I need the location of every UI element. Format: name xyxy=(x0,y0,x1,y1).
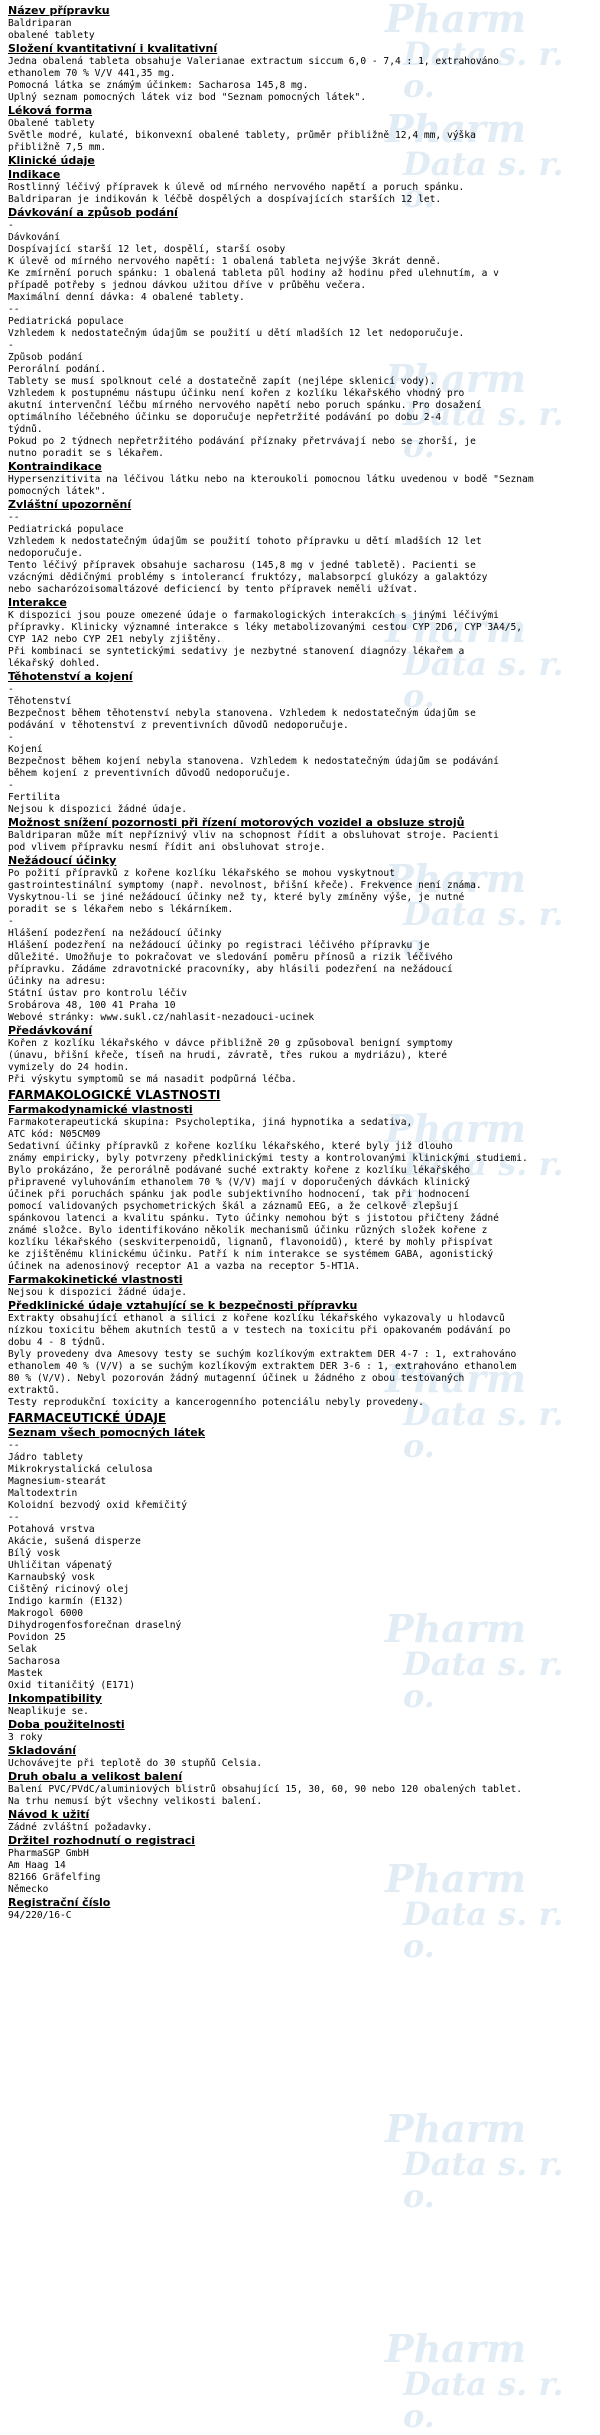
section xyxy=(8,168,596,206)
section xyxy=(8,1692,596,1718)
text-line: Magnesium-stearát xyxy=(8,1476,107,1487)
text-line: Karnaubský vosk xyxy=(8,1572,95,1583)
section xyxy=(8,1744,596,1770)
section-heading: Druh obalu a velikost balení xyxy=(8,1770,183,1783)
text-line: Vzhledem k nedostatečným údajům se použití tohoto přípravku u dětí mladších 12 let xyxy=(8,536,482,547)
watermark-line1: Pharm xyxy=(385,2326,527,2371)
text-line: akutní intervenční léčbu mírného nervového napětí nebo poruch spánku. Pro dosažení xyxy=(8,400,482,411)
section xyxy=(8,1770,596,1808)
text-line: Nejsou k dispozici žádné údaje. xyxy=(8,1287,188,1298)
text-line: Způsob podání xyxy=(8,352,84,363)
section xyxy=(8,1024,596,1086)
text-line: - xyxy=(8,684,14,695)
text-line: 3 roky xyxy=(8,1732,43,1743)
text-line: nedoporučuje. xyxy=(8,548,84,559)
text-line: Maximální denní dávka: 4 obalené tablety. xyxy=(8,292,245,303)
section-heading: Dávkování a způsob podání xyxy=(8,206,178,219)
section-heading: FARMACEUTICKÉ ÚDAJE xyxy=(8,1411,167,1425)
text-line: Úplný seznam pomocných látek viz bod "Seznam pomocných látek". xyxy=(8,92,367,103)
text-line: Uchovávejte při teplotě do 30 stupňů Celsia. xyxy=(8,1758,263,1769)
text-line: Státní ústav pro kontrolu léčiv xyxy=(8,988,188,999)
text-line: optimálního léčebného účinku se doporučuje nepřetržité podávání po dobu 2-4 xyxy=(8,412,442,423)
text-line: Baldriparan je indikován k léčbě dospělých a dospívajících starších 12 let. xyxy=(8,194,442,205)
section xyxy=(8,1299,596,1409)
section-heading: Těhotenství a kojení xyxy=(8,670,133,683)
text-line: Potahová vrstva xyxy=(8,1524,95,1535)
watermark-line2: Data s. r. o. xyxy=(403,395,564,465)
text-line: Při výskytu symptomů se má nasadit podpůrná léčba. xyxy=(8,1074,297,1085)
text-line: - xyxy=(8,220,14,231)
section xyxy=(8,1834,596,1901)
text-line: Makrogol 6000 xyxy=(8,1608,84,1619)
text-line: CYP 1A2 nebo CYP 2E1 nebyly zjištěny. xyxy=(8,634,222,645)
text-line: známy empiricky, byly potvrzeny předklinickými testy a kontrolovanými klinickými studiemi. xyxy=(8,1153,528,1164)
text-line: Čištěný ricinový olej xyxy=(8,1584,130,1595)
text-line: Baldriparan může mít nepříznivý vliv na schopnost řídit a obsluhovat stroje. Pacienti xyxy=(8,830,499,841)
spc-document xyxy=(8,4,596,1922)
text-line: Šelak xyxy=(8,1644,37,1655)
watermark-line2: Data s. r. o. xyxy=(403,1395,564,1465)
text-line: pomocných látek". xyxy=(8,486,107,497)
text-line: gastrointestinální symptomy (např. nevolnost, břišní křeče). Frekvence není známa. xyxy=(8,880,482,891)
section-heading: Inkompatibility xyxy=(8,1692,102,1705)
section xyxy=(8,1426,596,1692)
watermark-line2: Data s. r. o. xyxy=(403,645,564,715)
text-line: Dávkování xyxy=(8,232,60,243)
section-heading: FARMAKOLOGICKÉ VLASTNOSTI xyxy=(8,1088,221,1102)
text-line: -- xyxy=(8,1512,20,1523)
text-line: Tablety se musí spolknout celé a dostatečně zapít (nejlépe sklenicí vody). xyxy=(8,376,436,387)
text-line: týdnů. xyxy=(8,424,43,435)
text-line: Vzhledem k nedostatečným údajům se použití u dětí mladších 12 let nedoporučuje. xyxy=(8,328,465,339)
text-line: -- xyxy=(8,304,20,315)
text-line: Pomocná látka se známým účinkem: Sacharosa 145,8 mg. xyxy=(8,80,309,91)
section-heading: Kontraindikace xyxy=(8,460,102,473)
text-line: Tento léčivý přípravek obsahuje sacharosu (145,8 mg v jedné tabletě). Pacienti se xyxy=(8,560,476,571)
watermark-line1: Pharm xyxy=(385,2106,527,2151)
section xyxy=(8,816,596,854)
text-line: důležité. Umožňuje to pokračovat ve sledování poměru přínosů a rizik léčivého xyxy=(8,952,453,963)
watermark-line1: Pharm xyxy=(385,1106,527,1151)
text-line: případě potřeby s jednou dávkou užitou dříve v průběhu večera. xyxy=(8,280,367,291)
text-line: Světle modré, kulaté, bikonvexní obalené tablety, průměr přibližně 12,4 mm, výška xyxy=(8,130,476,141)
watermark-line2: Data s. r. o. xyxy=(403,1645,564,1715)
text-line: Vyskytnou-li se jiné nežádoucí účinky než ty, které byly zmíněny výše, je nutné xyxy=(8,892,465,903)
text-line: nutno poradit se s lékařem. xyxy=(8,448,164,459)
text-line: nebo sacharózoisomaltázové deficiencí by tento přípravek neměli užívat. xyxy=(8,584,419,595)
section-heading: Interakce xyxy=(8,596,67,609)
text-line: lékařský dohled. xyxy=(8,658,101,669)
text-line: připravené vyluhováním ethanolem 70 % (V/V) mají v doporučených dávkách klinický xyxy=(8,1177,471,1188)
text-line: Akácie, sušená disperze xyxy=(8,1536,141,1547)
watermark-line2: Data s. r. o. xyxy=(403,35,564,105)
watermark-line1: Pharm xyxy=(385,0,527,41)
text-line: Po požití přípravků z kořene kozlíku lékařského se mohou vyskytnout xyxy=(8,868,395,879)
text-line: K dispozici jsou pouze omezené údaje o farmakologických interakcích s jinými léčivými xyxy=(8,610,499,621)
section-heading: Indikace xyxy=(8,168,61,181)
text-line: Těhotenství xyxy=(8,696,72,707)
section xyxy=(8,154,596,168)
text-line: Obalené tablety xyxy=(8,118,95,129)
section xyxy=(8,4,596,42)
section-heading: Léková forma xyxy=(8,104,93,117)
text-line: přibližně 7,5 mm. xyxy=(8,142,107,153)
text-line: Fertilita xyxy=(8,792,60,803)
section-heading: Návod k užití xyxy=(8,1808,90,1821)
text-line: pod vlivem přípravku nesmí řídit ani obsluhovat stroje. xyxy=(8,842,326,853)
section-heading: Klinické údaje xyxy=(8,154,95,167)
text-line: podávání v těhotenství z preventivních důvodů nedoporučuje. xyxy=(8,720,349,731)
text-line: extraktů. xyxy=(8,1385,60,1396)
text-line: přípravku. Žádáme zdravotnické pracovníky, aby hlásili podezření na nežádoucí xyxy=(8,964,453,975)
text-line: vymizely do 24 hodin. xyxy=(8,1062,130,1073)
text-line: Am Haag 14 xyxy=(8,1860,66,1871)
text-line: během kojení z preventivních důvodů nedoporučuje. xyxy=(8,768,292,779)
text-line: ke zjištěnému klinickému účinku. Patří k nim interakce se systémem GABA, agonistický xyxy=(8,1249,494,1260)
watermark-line1: Pharm xyxy=(385,106,527,151)
text-line: 82166 Gräfelfing xyxy=(8,1872,101,1883)
section-heading: Registrační číslo xyxy=(8,1896,111,1909)
section-heading: Farmakokinetické vlastnosti xyxy=(8,1273,183,1286)
text-line: Testy reprodukční toxicity a kancerogenního potenciálu nebyly provedeny. xyxy=(8,1397,424,1408)
watermark-line2: Data s. r. o. xyxy=(403,1895,564,1965)
text-line: účinek na adenosinový receptor A1 a vazba na receptor 5-HT1A. xyxy=(8,1261,361,1272)
section xyxy=(8,1103,596,1273)
text-line: ethanolem 40 % (V/V) a se suchým kozlíkovým extraktem DER 3-6 : 1, extrahováno ethanolem xyxy=(8,1361,517,1372)
text-line: Kojení xyxy=(8,744,43,755)
text-line: Byly provedeny dva Amesovy testy se suchým kozlíkovým extraktem DER 4-7 : 1, extrahováno xyxy=(8,1349,517,1360)
text-line: Německo xyxy=(8,1884,49,1895)
text-line: účinek při poruchách spánku jak podle subjektivního hodnocení, tak při hodnocení xyxy=(8,1189,471,1200)
text-line: - xyxy=(8,780,14,791)
text-line: Balení PVC/PVdC/aluminiových blistrů obsahující 15, 30, 60, 90 nebo 120 obalených tablet. xyxy=(8,1784,523,1795)
text-line: Uhličitan vápenatý xyxy=(8,1560,112,1571)
text-line: Ke zmírnění poruch spánku: 1 obalená tableta půl hodiny až hodinu před ulehnutím, a v xyxy=(8,268,499,279)
text-line: Perorální podání. xyxy=(8,364,107,375)
section xyxy=(8,206,596,465)
section-heading: Složení kvantitativní i kvalitativní xyxy=(8,42,218,55)
watermark-line1: Pharm xyxy=(385,606,527,651)
text-line: Vzhledem k postupnému nástupu účinku není kořen z kozlíku lékařského vhodný pro xyxy=(8,388,465,399)
text-line: Dihydrogenfosforečnan draselný xyxy=(8,1620,182,1631)
text-line: Extrakty obsahující ethanol a silici z kořene kozlíku lékařského vykazovaly u hlodavců xyxy=(8,1313,505,1324)
watermark-line1: Pharm xyxy=(385,356,527,401)
text-line: Bylo prokázáno, že perorálně podávané suché extrakty kořene z kozlíku lékařského xyxy=(8,1165,471,1176)
text-line: spánkovou latenci a kvalitu spánku. Tyto účinky nemohou být s jistotou přičteny žádné xyxy=(8,1213,499,1224)
text-line: Jádro tablety xyxy=(8,1452,84,1463)
text-line: dobu 4 - 8 týdnů. xyxy=(8,1337,107,1348)
text-line: PharmaSGP GmbH xyxy=(8,1848,89,1859)
text-line: Pokud po 2 týdnech nepřetržitého podávání příznaky přetrvávají nebo se zhorší, je xyxy=(8,436,476,447)
text-line: Jedna obalená tableta obsahuje Valerianae extractum siccum 6,0 - 7,4 : 1, extrahováno xyxy=(8,56,499,67)
section xyxy=(8,1273,596,1299)
watermark-logo xyxy=(385,2106,575,2215)
text-line: Dospívající starší 12 let, dospělí, starší osoby xyxy=(8,244,286,255)
section xyxy=(8,460,596,498)
text-line: Pediatrická populace xyxy=(8,316,124,327)
text-line: Bezpečnost během kojení nebyla stanovena. Vzhledem k nedostatečným údajům se podávání xyxy=(8,756,499,767)
text-line: známé složce. Bylo identifikováno několik mechanismů účinku různých složek kořene z xyxy=(8,1225,488,1236)
section xyxy=(8,42,596,104)
section xyxy=(8,596,596,670)
text-line: Sacharosa xyxy=(8,1656,60,1667)
watermark-line1: Pharm xyxy=(385,1356,527,1401)
text-line: pomocí validovaných psychometrických škál a záznamů EEG, a že celkově zlepšují xyxy=(8,1201,459,1212)
text-line: (únavu, břišní křeče, tíseň na hrudi, závratě, třes rukou a mydriázu), které xyxy=(8,1050,447,1061)
section xyxy=(8,1718,596,1744)
watermark-line2: Data s. r. o. xyxy=(403,145,564,215)
text-line: Bezpečnost během těhotenství nebyla stanovena. Vzhledem k nedostatečným údajům se xyxy=(8,708,476,719)
text-line: Hlášení podezření na nežádoucí účinky po registraci léčivého přípravku je xyxy=(8,940,430,951)
text-line: 94/220/16-C xyxy=(8,1910,72,1921)
text-line: přípravky. Klinicky významné interakce s léky metabolizovanými cestou CYP 2D6, CYP 3A4/5, xyxy=(8,622,523,633)
text-line: Baldriparan xyxy=(8,18,72,29)
text-line: Mikrokrystalická celulosa xyxy=(8,1464,153,1475)
text-line: Při kombinaci se syntetickými sedativy je nezbytné stanovení diagnózy lékařem a xyxy=(8,646,465,657)
text-line: Oxid titaničitý (E171) xyxy=(8,1680,136,1691)
text-line: ATC kód: N05CM09 xyxy=(8,1129,101,1140)
text-line: Neaplikuje se. xyxy=(8,1706,89,1717)
section xyxy=(8,670,596,816)
text-line: Kořen z kozlíku lékařského v dávce přibližně 20 g způsoboval benigní symptomy xyxy=(8,1038,453,1049)
section-heading: Skladování xyxy=(8,1744,77,1757)
section-heading: Předávkování xyxy=(8,1024,93,1037)
section-heading: Farmakodynamické vlastnosti xyxy=(8,1103,193,1116)
section xyxy=(8,1808,596,1834)
text-line: vzácnými dědičnými problémy s intolerancí fruktózy, malabsorpcí glukózy a galaktózy xyxy=(8,572,488,583)
text-line: K úlevě od mírného nervového napětí: 1 obalená tableta nejvýše 3krát denně. xyxy=(8,256,442,267)
text-line: nízkou toxicitu během akutních testů a v testech na toxicitu při opakovaném podávání po xyxy=(8,1325,511,1336)
section-heading: Předklinické údaje vztahující se k bezpečnosti přípravku xyxy=(8,1299,358,1312)
watermark-line2: Data s. r. o. xyxy=(403,2145,564,2215)
section xyxy=(8,1410,596,1426)
text-line: Pediatrická populace xyxy=(8,524,124,535)
text-line: Mastek xyxy=(8,1668,43,1679)
watermark-line1: Pharm xyxy=(385,1606,527,1651)
text-line: Nejsou k dispozici žádné údaje. xyxy=(8,804,188,815)
text-line: poradit se s lékařem nebo s lékárníkem. xyxy=(8,904,234,915)
watermark-logo xyxy=(385,2326,575,2435)
text-line: Šrobárova 48, 100 41 Praha 10 xyxy=(8,1000,176,1011)
text-line: obalené tablety xyxy=(8,30,95,41)
section-heading: Nežádoucí účinky xyxy=(8,854,117,867)
section-heading: Zvláštní upozornění xyxy=(8,498,132,511)
text-line: účinky na adresu: xyxy=(8,976,107,987)
text-line: Povidon 25 xyxy=(8,1632,66,1643)
text-line: kozlíku lékařského (seskviterpenoidů, lignanů, flavonoidů), které by mohly přispívat xyxy=(8,1237,494,1248)
section-heading: Možnost snížení pozornosti při řízení motorových vozidel a obsluze strojů xyxy=(8,816,465,829)
text-line: Rostlinný léčivý přípravek k úlevě od mírného nervového napětí a poruch spánku. xyxy=(8,182,465,193)
text-line: - xyxy=(8,732,14,743)
section xyxy=(8,1087,596,1103)
section-heading: Držitel rozhodnutí o registraci xyxy=(8,1834,196,1847)
watermark-line1: Pharm xyxy=(385,1856,527,1901)
text-line: Maltodextrin xyxy=(8,1488,78,1499)
text-line: Sedativní účinky přípravků z kořene kozlíku lékařského, které byly již dlouho xyxy=(8,1141,453,1152)
section xyxy=(8,854,596,1024)
text-line: - xyxy=(8,340,14,351)
text-line: Bílý vosk xyxy=(8,1548,60,1559)
text-line: - xyxy=(8,916,14,927)
text-line: Farmakoterapeutická skupina: Psycholeptika, jiná hypnotika a sedativa, xyxy=(8,1117,413,1128)
text-line: Žádné zvláštní požadavky. xyxy=(8,1822,153,1833)
section-heading: Seznam všech pomocných látek xyxy=(8,1426,206,1439)
section-heading: Doba použitelnosti xyxy=(8,1718,125,1731)
watermark-line2: Data s. r. o. xyxy=(403,2365,564,2435)
watermark-line2: Data s. r. o. xyxy=(403,1145,564,1215)
section xyxy=(8,498,596,596)
text-line: -- xyxy=(8,1440,20,1451)
text-line: Koloidní bezvodý oxid křemičitý xyxy=(8,1500,188,1511)
text-line: Hypersenzitivita na léčivou látku nebo na kteroukoli pomocnou látku uvedenou v bodě "Seznam xyxy=(8,474,534,485)
text-line: Na trhu nemusí být všechny velikosti balení. xyxy=(8,1796,263,1807)
section-heading: Název přípravku xyxy=(8,4,110,17)
section xyxy=(8,1896,596,1922)
text-line: ethanolem 70 % V/V 441,35 mg. xyxy=(8,68,176,79)
watermark-line2: Data s. r. o. xyxy=(403,895,564,965)
text-line: -- xyxy=(8,512,20,523)
watermark-line1: Pharm xyxy=(385,856,527,901)
text-line: Hlášení podezření na nežádoucí účinky xyxy=(8,928,222,939)
text-line: 80 % (V/V). Nebyl pozorován žádný mutagenní účinek u žádného z obou testovaných xyxy=(8,1373,465,1384)
text-line: Webové stránky: www.sukl.cz/nahlasit-nezadouci-ucinek xyxy=(8,1012,315,1023)
text-line: Indigo karmín (E132) xyxy=(8,1596,124,1607)
section xyxy=(8,104,596,154)
